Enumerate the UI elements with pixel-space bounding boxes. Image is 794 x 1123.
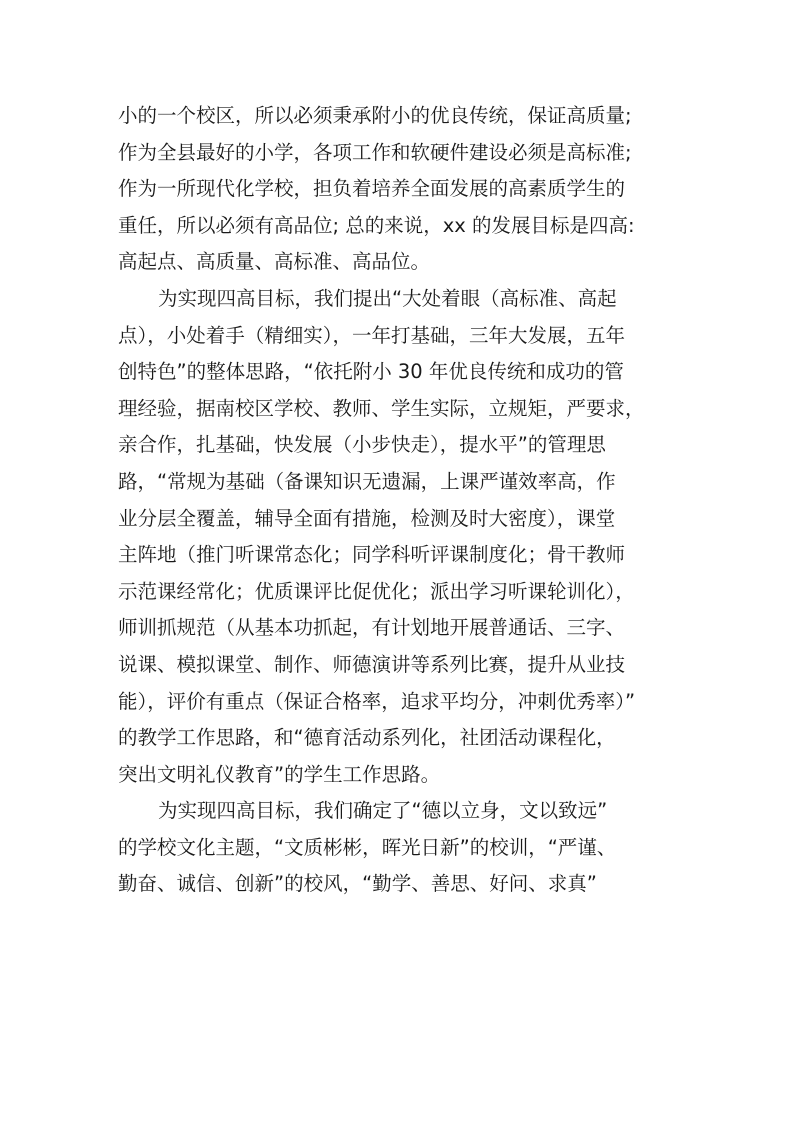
- text-line: 作为一所现代化学校，担负着培养全面发展的高素质学生的: [118, 177, 626, 201]
- text-line: 能），评价有重点（保证合格率，追求平均分，冲刺优秀率）”: [118, 689, 636, 713]
- text-line: 的教学工作思路，和“德育活动系列化，社团活动课程化，: [118, 726, 616, 750]
- text-line: 重任，所以必须有高品位; 总的来说，xx 的发展目标是四高:: [118, 213, 635, 237]
- body-text: [118, 98, 698, 903]
- text-line: 作为全县最好的小学，各项工作和软硬件建设必须是高标准;: [118, 140, 632, 164]
- text-line: 主阵地（推门听课常态化；同学科听评课制度化；骨干教师: [118, 543, 626, 567]
- text-line: 路，“常规为基础（备课知识无遗漏，上课严谨效率高，作: [118, 469, 616, 493]
- text-line: 小的一个校区，所以必须秉承附小的优良传统，保证高质量;: [118, 104, 632, 127]
- paragraph-start-line: 为实现四高目标，我们提出“大处着眼（高标准、高起: [158, 286, 617, 310]
- text-line: 突出文明礼仪教育”的学生工作思路。: [118, 762, 441, 786]
- text-line: 勤奋、诚信、创新”的校风，“勤学、善思、好问、求真”: [118, 872, 597, 896]
- text-line: 师训抓规范（从基本功抓起，有计划地开展普通话、三字、: [118, 616, 626, 640]
- text-line: 的学校文化主题，“文质彬彬，晖光日新”的校训，“严谨、: [118, 835, 617, 859]
- text-line: 示范课经常化；优质课评比促优化；派出学习听课轮训化），: [118, 579, 635, 603]
- text-line: 点），小处着手（精细实），一年打基础，三年大发展，五年: [118, 323, 626, 347]
- text-line: 亲合作，扎基础，快发展（小步快走），提水平”的管理思: [118, 433, 606, 457]
- text-line: 创特色”的整体思路，“依托附小 30 年优良传统和成功的管: [118, 360, 624, 384]
- text-line: 高起点、高质量、高标准、高品位。: [118, 250, 431, 274]
- text-line: 理经验，据南校区学校、教师、学生实际，立规矩，严要求，: [118, 396, 645, 420]
- text-line: 业分层全覆盖，辅导全面有措施，检测及时大密度），课堂: [118, 506, 616, 530]
- text-line: 说课、模拟课堂、制作、师德演讲等系列比赛，提升从业技: [118, 652, 626, 676]
- paragraph-start-line: 为实现四高目标，我们确定了“德以立身，文以致远”: [158, 799, 608, 823]
